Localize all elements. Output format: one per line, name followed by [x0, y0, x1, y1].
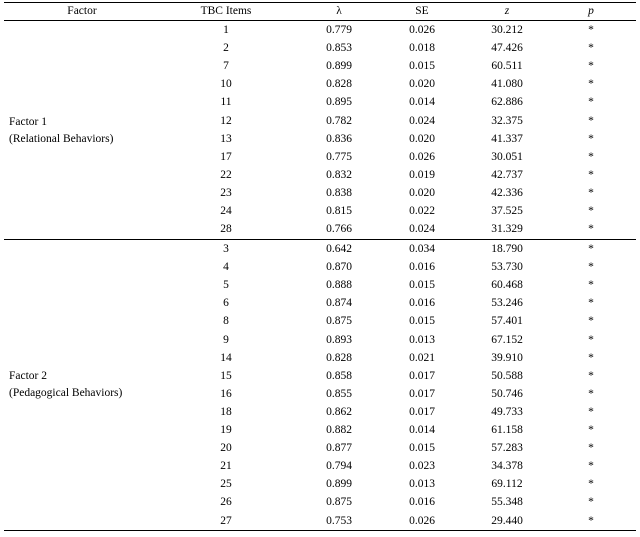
table-cell-lambda: 0.832 [326, 168, 352, 181]
table-cell-p: * [588, 114, 594, 127]
table-cell-p: * [588, 496, 594, 509]
table-cell-item: 6 [223, 297, 229, 310]
table-cell-z: 57.283 [491, 442, 523, 455]
table-cell-se: 0.019 [409, 168, 435, 181]
table-cell-item: 14 [220, 351, 232, 364]
table-cell-z: 30.212 [491, 24, 523, 36]
table-cell-z: 31.329 [491, 223, 523, 236]
table-cell-item: 28 [220, 223, 232, 236]
group-divider-rule [4, 239, 636, 240]
table-cell-se: 0.020 [409, 78, 435, 91]
table-cell-z: 53.246 [491, 297, 523, 310]
table-cell-p: * [588, 460, 594, 473]
table-cell-lambda: 0.853 [326, 42, 352, 55]
table-cell-z: 60.468 [491, 279, 523, 292]
table-cell-p: * [588, 315, 594, 328]
table-cell-lambda: 0.888 [326, 279, 352, 292]
table-cell-se: 0.024 [409, 114, 435, 127]
table-cell-lambda: 0.838 [326, 186, 352, 199]
table-cell-lambda: 0.882 [326, 424, 352, 436]
header-rule [4, 20, 636, 21]
table-cell-lambda: 0.899 [326, 478, 352, 491]
table-bottom-rule [4, 530, 636, 531]
table-cell-lambda: 0.815 [326, 205, 352, 217]
table-cell-se: 0.016 [409, 496, 435, 509]
table-cell-lambda: 0.836 [326, 132, 352, 145]
table-cell-item: 26 [220, 496, 232, 509]
table-cell-p: * [588, 150, 594, 163]
table-cell-z: 29.440 [491, 514, 523, 527]
table-cell-se: 0.015 [409, 279, 435, 292]
table-cell-lambda: 0.893 [326, 333, 352, 346]
table-cell-item: 22 [220, 168, 232, 181]
table-cell-p: * [588, 424, 594, 436]
table-cell-lambda: 0.828 [326, 78, 352, 91]
factor-1-subname: (Relational Behaviors) [9, 133, 114, 145]
table-cell-z: 53.730 [491, 261, 523, 274]
table-cell-z: 50.746 [491, 387, 523, 400]
table-cell-p: * [588, 223, 594, 236]
table-cell-z: 18.790 [491, 243, 523, 255]
table-cell-z: 41.337 [491, 132, 523, 145]
table-cell-se: 0.014 [409, 96, 435, 109]
table-cell-se: 0.017 [409, 387, 435, 400]
table-cell-item: 2 [223, 42, 229, 55]
factor-1-name: Factor 1 [9, 116, 48, 128]
table-cell-lambda: 0.895 [326, 96, 352, 109]
header-z: z [504, 5, 510, 17]
table-cell-z: 41.080 [491, 78, 523, 91]
table-cell-se: 0.015 [409, 442, 435, 455]
table-cell-p: * [588, 297, 594, 310]
table-cell-se: 0.026 [409, 150, 435, 163]
table-cell-lambda: 0.782 [326, 114, 352, 127]
table-cell-item: 23 [220, 186, 232, 199]
table-cell-lambda: 0.753 [326, 514, 352, 527]
table-cell-item: 17 [220, 150, 232, 163]
table-cell-item: 10 [220, 78, 232, 91]
table-cell-z: 57.401 [491, 315, 523, 328]
table-cell-p: * [588, 186, 594, 199]
table-cell-item: 5 [223, 279, 229, 292]
table-cell-se: 0.018 [409, 42, 435, 55]
table-cell-p: * [588, 333, 594, 346]
table-cell-se: 0.016 [409, 261, 435, 274]
table-cell-p: * [588, 514, 594, 527]
table-cell-z: 42.737 [491, 168, 523, 181]
table-cell-z: 42.336 [491, 186, 523, 199]
factor-2-subname: (Pedagogical Behaviors) [9, 387, 123, 399]
table-cell-lambda: 0.874 [326, 297, 352, 310]
table-cell-lambda: 0.794 [326, 460, 352, 473]
table-cell-p: * [588, 351, 594, 364]
table-cell-lambda: 0.828 [326, 351, 352, 364]
table-cell-se: 0.013 [409, 478, 435, 491]
table-cell-p: * [588, 205, 594, 217]
table-cell-p: * [588, 132, 594, 145]
table-cell-lambda: 0.779 [326, 24, 352, 36]
table-cell-item: 27 [220, 514, 232, 527]
table-cell-item: 7 [223, 60, 229, 73]
table-cell-lambda: 0.862 [326, 405, 352, 418]
table-cell-item: 21 [220, 460, 232, 473]
header-p: p [588, 5, 594, 17]
table-cell-lambda: 0.875 [326, 315, 352, 328]
table-cell-item: 8 [223, 315, 229, 328]
table-cell-item: 20 [220, 442, 232, 455]
table-cell-item: 18 [220, 405, 232, 418]
table-cell-lambda: 0.642 [326, 243, 352, 255]
table-cell-z: 67.152 [491, 333, 523, 346]
table-cell-lambda: 0.899 [326, 60, 352, 73]
table-cell-z: 32.375 [491, 114, 523, 127]
table-cell-item: 4 [223, 261, 229, 274]
table-cell-z: 62.886 [491, 96, 523, 109]
table-cell-item: 11 [220, 96, 232, 109]
table-cell-item: 1 [223, 24, 229, 36]
table-cell-se: 0.016 [409, 297, 435, 310]
table-cell-se: 0.026 [409, 24, 435, 36]
table-cell-se: 0.022 [409, 205, 435, 217]
header-lambda: λ [336, 5, 342, 17]
table-cell-p: * [588, 78, 594, 91]
table-cell-se: 0.024 [409, 223, 435, 236]
table-cell-lambda: 0.855 [326, 387, 352, 400]
table-cell-p: * [588, 168, 594, 181]
table-cell-p: * [588, 279, 594, 292]
table-cell-item: 16 [220, 387, 232, 400]
table-cell-se: 0.015 [409, 60, 435, 73]
table-cell-se: 0.026 [409, 514, 435, 527]
table-cell-item: 9 [223, 333, 229, 346]
table-cell-se: 0.023 [409, 460, 435, 473]
table-cell-z: 50.588 [491, 369, 523, 382]
table-cell-p: * [588, 369, 594, 382]
table-cell-se: 0.015 [409, 315, 435, 328]
table-cell-z: 60.511 [491, 60, 523, 73]
header-tbc-items: TBC Items [200, 5, 252, 17]
table-cell-se: 0.034 [409, 243, 435, 255]
table-cell-p: * [588, 405, 594, 418]
table-cell-lambda: 0.775 [326, 150, 352, 163]
table-cell-p: * [588, 243, 594, 255]
table-cell-p: * [588, 42, 594, 55]
table-cell-p: * [588, 478, 594, 491]
table-cell-se: 0.021 [409, 351, 435, 364]
table-cell-lambda: 0.870 [326, 261, 352, 274]
table-cell-p: * [588, 96, 594, 109]
table-cell-lambda: 0.877 [326, 442, 352, 455]
table-cell-p: * [588, 60, 594, 73]
table-cell-item: 3 [223, 243, 229, 255]
table-cell-z: 69.112 [491, 478, 523, 491]
table-cell-se: 0.017 [409, 405, 435, 418]
table-cell-z: 30.051 [491, 150, 523, 163]
table-cell-item: 12 [220, 114, 232, 127]
table-cell-item: 15 [220, 369, 232, 382]
table-cell-z: 55.348 [491, 496, 523, 509]
table-top-rule [4, 2, 636, 3]
table-cell-p: * [588, 442, 594, 455]
table-cell-z: 34.378 [491, 460, 523, 473]
table-cell-lambda: 0.766 [326, 223, 352, 236]
table-cell-lambda: 0.858 [326, 369, 352, 382]
table-cell-z: 39.910 [491, 351, 523, 364]
header-se: SE [415, 5, 429, 17]
table-cell-se: 0.017 [409, 369, 435, 382]
table-cell-lambda: 0.875 [326, 496, 352, 509]
table-cell-z: 61.158 [491, 424, 523, 436]
table-cell-se: 0.014 [409, 424, 435, 436]
table-cell-se: 0.020 [409, 132, 435, 145]
table-cell-se: 0.020 [409, 186, 435, 199]
table-cell-p: * [588, 261, 594, 274]
table-cell-item: 19 [220, 424, 232, 436]
table-cell-item: 25 [220, 478, 232, 491]
table-cell-z: 37.525 [491, 205, 523, 217]
table-cell-item: 24 [220, 205, 232, 217]
table-cell-z: 47.426 [491, 42, 523, 55]
table-cell-z: 49.733 [491, 405, 523, 418]
factor-2-name: Factor 2 [9, 370, 48, 382]
table-cell-p: * [588, 387, 594, 400]
table-cell-se: 0.013 [409, 333, 435, 346]
header-factor: Factor [67, 5, 97, 17]
table-cell-item: 13 [220, 132, 232, 145]
table-cell-p: * [588, 24, 594, 36]
